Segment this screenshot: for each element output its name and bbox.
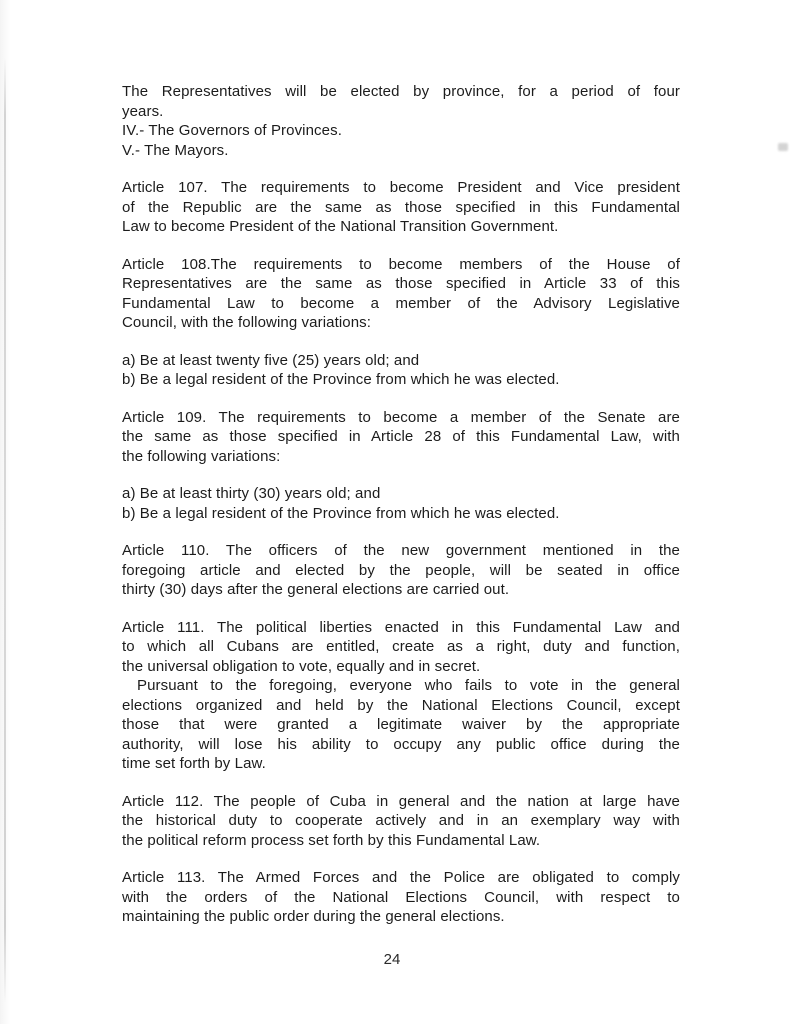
paragraph (122, 541, 680, 600)
text-line: with the orders of the National Elections Council, with respect to (122, 888, 680, 906)
text-line: Council, with the following variations: (122, 314, 372, 331)
text-line: maintaining the public order during the general elections. (122, 908, 505, 925)
text-line: Article 110. The officers of the new government mentioned in the (122, 542, 680, 559)
text-line: of the Republic are the same as those specified in this Fundamental (122, 198, 680, 216)
paragraph (122, 484, 680, 523)
text-line: a) Be at least twenty five (25) years old; and (122, 351, 420, 369)
text-line: Fundamental Law to become a member of the Advisory Legislative (122, 294, 680, 312)
text-line: to which all Cubans are entitled, create as a right, duty and function, (122, 638, 680, 655)
paragraph (122, 792, 680, 851)
text-line: the historical duty to cooperate actively and in an exemplary way with (122, 812, 680, 829)
scan-artifact-left-edge (4, 58, 6, 1003)
text-line: Pursuant to the foregoing, everyone who fails to vote in the general (137, 677, 680, 694)
text-line: Article 108.The requirements to become members of the House of (122, 255, 680, 273)
text-line: b) Be a legal resident of the Province from which he was elected. (122, 504, 560, 522)
text-line: Article 113. The Armed Forces and the Police are obligated to comply (122, 869, 680, 886)
text-line: Article 107. The requirements to become President and Vice president (122, 179, 680, 196)
text-line: foregoing article and elected by the people, will be seated in office (122, 561, 680, 579)
text-line: time set forth by Law. (122, 755, 266, 772)
text-line: those that were granted a legitimate waiver by the appropriate (122, 716, 680, 733)
text-line: Law to become President of the National Transition Government. (122, 218, 559, 235)
paragraph (122, 82, 680, 160)
text-line: thirty (30) days after the general elections are carried out. (122, 581, 510, 598)
text-line: The Representatives will be elected by province, for a period of four (122, 83, 680, 100)
text-line: the same as those specified in Article 28 of this Fundamental Law, with (122, 428, 680, 445)
paragraph (122, 868, 680, 927)
text-line: the universal obligation to vote, equally and in secret. (122, 657, 481, 675)
text-line: b) Be a legal resident of the Province from which he was elected. (122, 371, 560, 388)
paragraph (122, 618, 680, 774)
paragraph (122, 178, 680, 237)
text-line: authority, will lose his ability to occupy any public office during the (122, 735, 680, 753)
page-number: 24 (383, 951, 401, 968)
text-line: Article 112. The people of Cuba in general and the nation at large have (122, 792, 680, 810)
text-line: Article 109. The requirements to become a member of the Senate are (122, 408, 680, 426)
text-line: Article 111. The political liberties enacted in this Fundamental Law and (122, 618, 680, 636)
paragraph (122, 408, 680, 467)
text-line: the political reform process set forth by this Fundamental Law. (122, 831, 541, 849)
text-line: years. (122, 102, 164, 120)
text-line: Representatives are the same as those specified in Article 33 of this (122, 275, 680, 292)
scan-artifact-right-smudge (778, 143, 788, 151)
paragraph (122, 351, 680, 390)
text-line: IV.- The Governors of Provinces. (122, 122, 342, 139)
text-line: elections organized and held by the National Elections Council, except (122, 696, 680, 714)
page-edge-shading (0, 0, 12, 1024)
paragraph (122, 255, 680, 333)
text-line: the following variations: (122, 447, 281, 465)
text-line: a) Be at least thirty (30) years old; and (122, 485, 381, 502)
page-content (122, 82, 680, 945)
text-line: V.- The Mayors. (122, 141, 229, 159)
